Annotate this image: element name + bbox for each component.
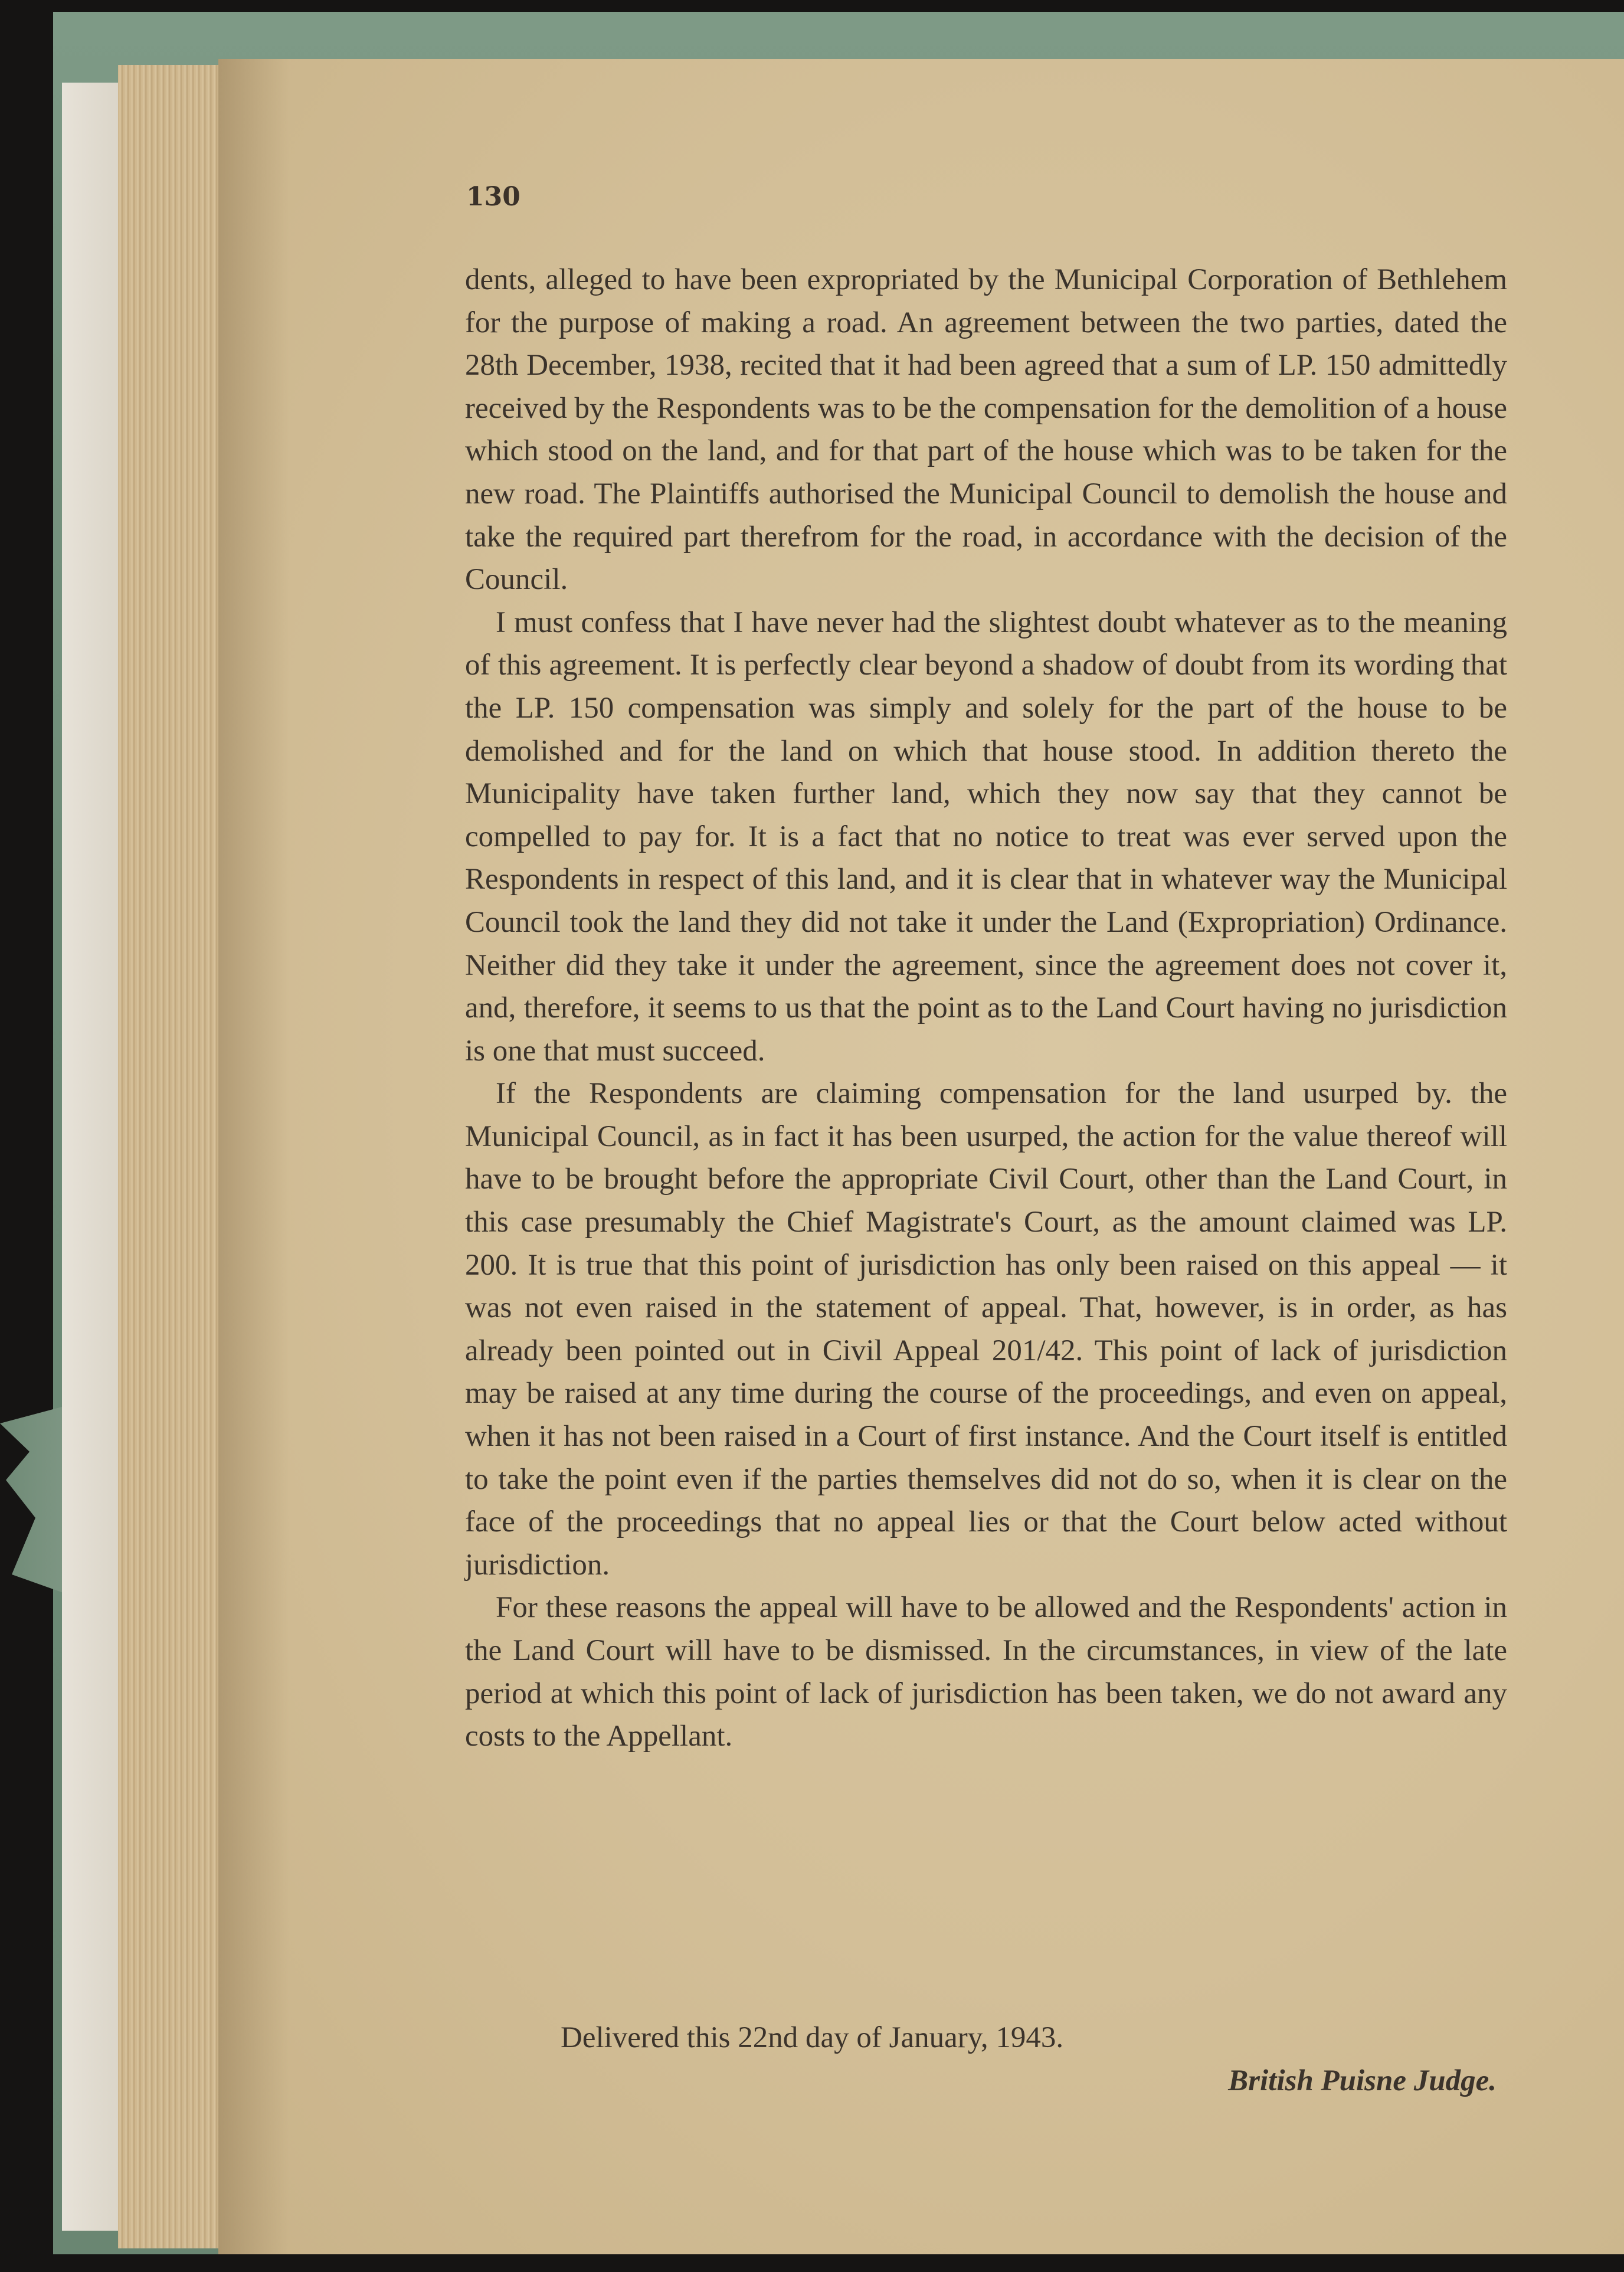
- paragraph-continuation: dents, alleged to have been expropriated by the Municipal Corporation of Bethlehem for the purpose of making a road. An agreement between the two parties, dated the 28th December, 1938, recited that it had been agreed that a sum of LP. 150 admittedly received by the Respondents was to be the compensation for the demolition of a house which stood on the land, and for that part of the house which was to be taken for the new road. The Plaintiffs authorised the Municipal Council to demolish the house and take the required part therefrom for the road, in accordance with the decision of the Council.: [465, 263, 1507, 597]
- paragraph: For these reasons the appeal will have to be allowed and the Respondents' action in the Land Court will have to be dismissed. In the circumstances, in view of the late period at which this point of lack of jurisdiction has been taken, we do not award any costs to the Appellant.: [465, 1591, 1507, 1753]
- body-text: [465, 258, 1507, 1758]
- paragraph: I must confess that I have never had the slightest doubt whatever as to the meaning of this agreement. It is perfectly clear beyond a shadow of doubt from its wording that the LP. 150 compensation was simply and solely for the part of the house to be demolished and for the land on which that house stood. In addition thereto the Municipality have taken further land, which they now say that they cannot be compelled to pay for. It is a fact that no notice to treat was ever served upon the Respondents in respect of this land, and it is clear that in whatever way the Municipal Council took the land they did not take it under the Land (Expropriation) Ordinance. Neither did they take it under the agreement, since the agreement does not cover it, and, therefore, it seems to us that the point as to the Land Court having no jurisdiction is one that must succeed.: [465, 605, 1507, 1068]
- page-edges: [118, 65, 230, 2248]
- gutter-shadow: [218, 59, 289, 2254]
- paragraph: If the Respondents are claiming compensation for the land usurped by. the Municipal Council, as in fact it has been usurped, the action for the value thereof will have to be brought before the appropriate Civil Court, other than the Land Court, in this case presumably the Chief Magistrate's Court, as the amount claimed was LP. 200. It is true that this point of jurisdiction has only been raised on this appeal — it was not even raised in the statement of appeal. That, however, is in order, as has already been pointed out in Civil Appeal 201/42. This point of lack of jurisdiction may be raised at any time during the course of the proceedings, and even on appeal, when it has not been raised in a Court of first instance. And the Court itself is entitled to take the point even if the parties themselves did not do so, when it is clear on the face of the proceedings that no appeal lies or that the Court below acted without jurisdiction.: [465, 1077, 1507, 1582]
- endpaper: [62, 83, 127, 2231]
- delivered-line: Delivered this 22nd day of January, 1943.: [561, 2021, 1064, 2054]
- judge-signature: British Puisne Judge.: [1228, 2064, 1497, 2097]
- page-number: 130: [466, 182, 520, 212]
